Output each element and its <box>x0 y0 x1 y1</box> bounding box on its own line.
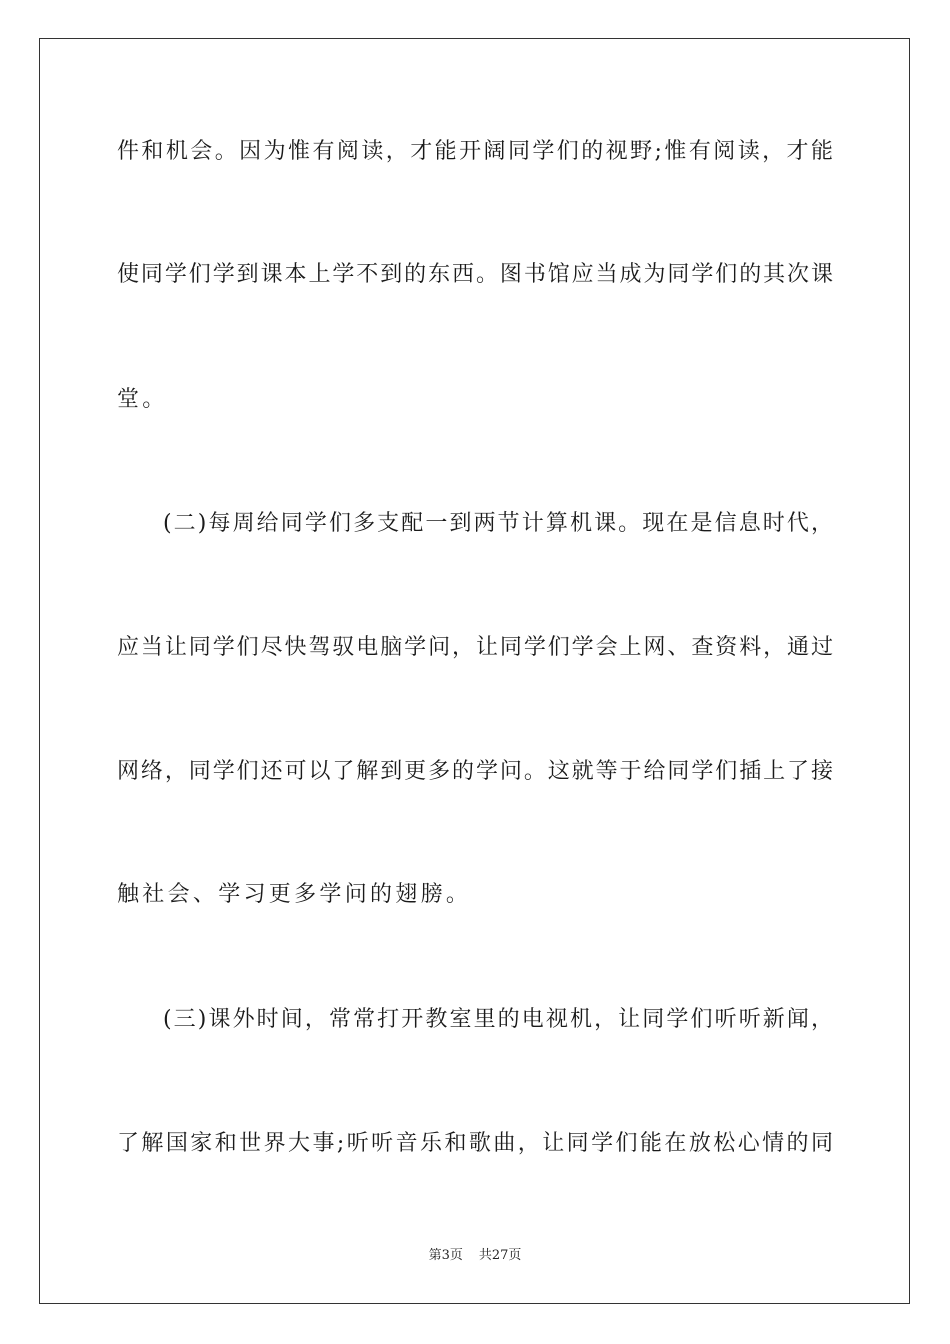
body-text-line: 了解国家和世界大事;听听音乐和歌曲，让同学们能在放松心情的同 <box>117 1131 833 1156</box>
body-text-line: 件和机会。因为惟有阅读，才能开阔同学们的视野;惟有阅读，才能 <box>117 139 833 164</box>
body-text-line: 使同学们学到课本上学不到的东西。图书馆应当成为同学们的其次课 <box>117 262 833 287</box>
body-text-line: 触社会、学习更多学问的翅膀。 <box>117 882 472 907</box>
body-text-line: 网络，同学们还可以了解到更多的学问。这就等于给同学们插上了接 <box>117 759 833 784</box>
page-frame <box>39 38 910 1304</box>
body-text-line: (三)课外时间，常常打开教室里的电视机，让同学们听听新闻， <box>163 1007 833 1032</box>
page-number: 第3页 <box>428 1248 463 1263</box>
body-text-line: (二)每周给同学们多支配一到两节计算机课。现在是信息时代， <box>163 511 833 536</box>
page-footer <box>0 1247 950 1265</box>
body-text-line: 应当让同学们尽快驾驭电脑学问，让同学们学会上网、查资料，通过 <box>117 635 833 660</box>
body-text-line: 堂。 <box>117 387 168 412</box>
page-total: 共27页 <box>478 1248 522 1263</box>
